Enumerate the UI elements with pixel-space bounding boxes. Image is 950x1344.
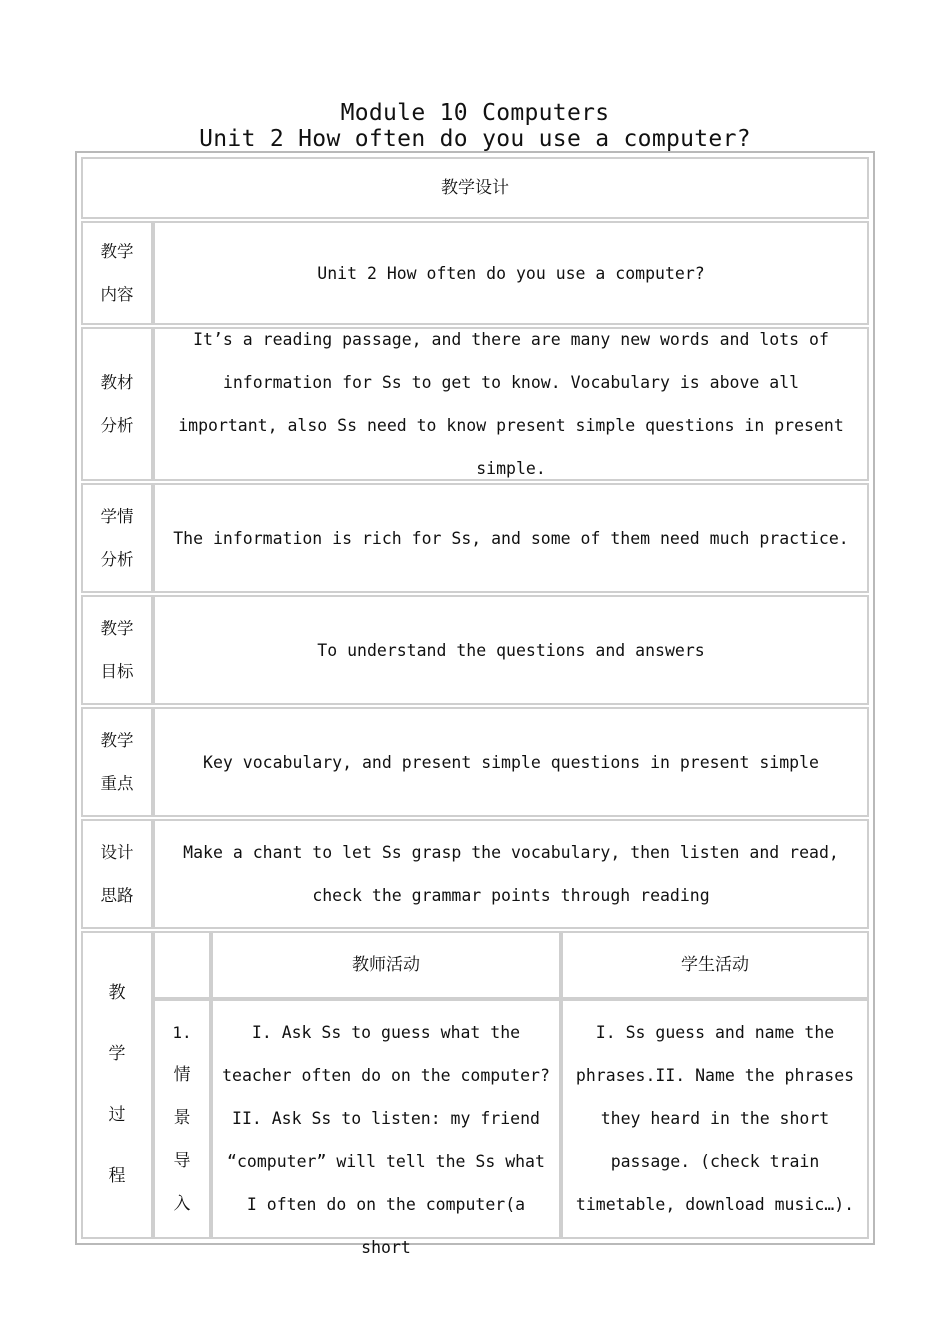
- row-content-text: To understand the questions and answers: [317, 640, 705, 660]
- teacher-activity-header-text: 教师活动: [352, 954, 420, 975]
- step-label-cell: [153, 999, 211, 1239]
- process-label-cell: [81, 931, 153, 1239]
- teacher-activity-text: I. Ask Ss to guess what the teacher often do on the computer? II. Ask Ss to listen: my friend “computer” will tell the Ss what I often do on the computer(a short: [222, 1023, 550, 1257]
- student-activity-header-text: 学生活动: [681, 954, 749, 975]
- row-content-text: Key vocabulary, and present simple questions in present simple: [203, 752, 819, 772]
- row-label-line: 思路: [100, 886, 134, 905]
- step-label-char: 情: [173, 1065, 191, 1085]
- process-label-char: 程: [108, 1166, 126, 1186]
- teacher-activity-header: [211, 931, 561, 999]
- step-label-char: 1.: [172, 1023, 192, 1042]
- teacher-activity-cell: [211, 999, 561, 1257]
- step-label-char: 景: [173, 1108, 191, 1128]
- row-content-cell: [153, 221, 869, 325]
- row-label-line: 教学: [100, 731, 134, 750]
- row-label-cell: [81, 595, 153, 705]
- row-content-text: Unit 2 How often do you use a computer?: [317, 263, 705, 283]
- student-activity-text: I. Ss guess and name the phrases.II. Name the phrases they heard in the short passage. (check train timetable, download music…).: [575, 1023, 855, 1214]
- row-label-line: 学情: [100, 507, 134, 526]
- step-label-char: 入: [173, 1194, 191, 1214]
- row-label-line: 分析: [100, 416, 134, 435]
- row-content-cell: [153, 483, 869, 593]
- row-label-cell: [81, 221, 153, 325]
- process-label-char: 学: [108, 1044, 126, 1064]
- student-activity-cell: [561, 999, 869, 1239]
- row-content-cell: [153, 595, 869, 705]
- row-content-cell: [153, 819, 869, 929]
- table-header-cell: [81, 157, 869, 219]
- row-content-text: It’s a reading passage, and there are many new words and lots of information for Ss to get to know. Vocabulary is above all important, also Ss need to know present simple questions in present simple.: [178, 330, 844, 478]
- row-content-cell: [153, 707, 869, 817]
- process-label-char: 过: [108, 1105, 126, 1125]
- row-content-cell: [153, 327, 869, 481]
- row-label-line: 目标: [100, 662, 134, 681]
- row-label-cell: [81, 819, 153, 929]
- step-label-char: 导: [173, 1151, 191, 1171]
- lesson-plan-table: [75, 151, 875, 1257]
- row-label-line: 重点: [100, 774, 134, 793]
- row-label-line: 内容: [100, 285, 134, 304]
- row-content-text: The information is rich for Ss, and some of them need much practice.: [173, 528, 849, 548]
- row-label-line: 教材: [100, 373, 134, 392]
- row-label-cell: [81, 327, 153, 481]
- row-label-line: 教学: [100, 242, 134, 261]
- document-subtitle: Unit 2 How often do you use a computer?: [199, 126, 751, 152]
- process-corner-cell: [153, 931, 211, 999]
- student-activity-header: [561, 931, 869, 999]
- process-label-char: 教: [108, 983, 126, 1003]
- row-label-line: 教学: [100, 619, 134, 638]
- document-title: Module 10 Computers: [340, 100, 610, 126]
- row-label-cell: [81, 483, 153, 593]
- row-label-cell: [81, 707, 153, 817]
- row-label-line: 分析: [100, 550, 134, 569]
- table-header-text: 教学设计: [441, 177, 509, 198]
- row-content-text: Make a chant to let Ss grasp the vocabulary, then listen and read, check the grammar points through reading: [183, 843, 839, 905]
- row-label-line: 设计: [100, 843, 134, 862]
